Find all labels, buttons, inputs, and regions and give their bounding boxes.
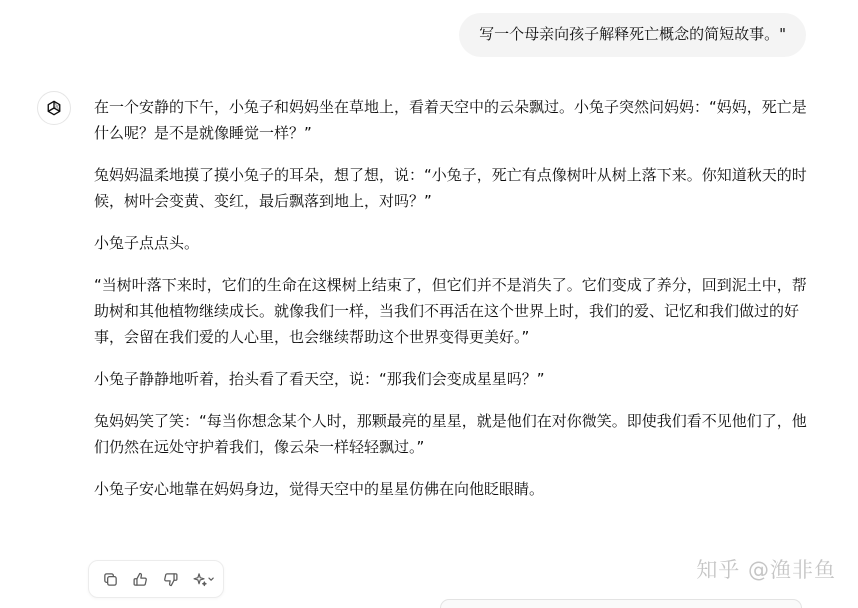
switch-model-button[interactable] bbox=[187, 566, 221, 592]
assistant-paragraph: 小兔子点点头。 bbox=[94, 234, 200, 252]
copy-button[interactable] bbox=[97, 566, 123, 592]
user-message-row bbox=[459, 13, 806, 57]
assistant-paragraph: 在一个安静的下午，小兔子和妈妈坐在草地上，看着天空中的云朵飘过。小兔子突然问妈妈：“妈妈，死亡是什么呢？是不是就像睡觉一样？” bbox=[94, 98, 807, 142]
assistant-paragraph: “当树叶落下来时，它们的生命在这棵树上结束了，但它们并不是消失了。它们变成了养分，回到泥土中，帮助树和其他植物继续成长。就像我们一样，当我们不再活在这个世界上时，我们的爱、记忆和我们做过的好事，会留在我们爱的人心里，也会继续帮助这个世界变得更美好。” bbox=[94, 276, 807, 346]
message-actions-toolbar bbox=[88, 560, 224, 598]
openai-logo-icon bbox=[44, 98, 64, 118]
assistant-paragraph: 小兔子静静地听着，抬头看了看天空，说：“那我们会变成星星吗？” bbox=[94, 370, 545, 388]
good-response-button[interactable] bbox=[127, 566, 153, 592]
copy-icon bbox=[102, 571, 119, 588]
assistant-avatar bbox=[37, 91, 71, 125]
assistant-message bbox=[94, 94, 809, 518]
sparkle-model-icon bbox=[191, 571, 217, 588]
watermark-text: 知乎 @渔非鱼 bbox=[696, 558, 836, 582]
bad-response-button[interactable] bbox=[157, 566, 183, 592]
user-message-bubble: 写一个母亲向孩子解释死亡概念的简短故事。" bbox=[459, 13, 806, 57]
assistant-paragraph: 小兔子安心地靠在妈妈身边，觉得天空中的星星仿佛在向他眨眼睛。 bbox=[94, 480, 545, 498]
thumbs-down-icon bbox=[162, 571, 179, 588]
assistant-paragraph: 兔妈妈温柔地摸了摸小兔子的耳朵，想了想，说：“小兔子，死亡有点像树叶从树上落下来。你知道秋天的时候，树叶会变黄、变红，最后飘落到地上，对吗？” bbox=[94, 166, 807, 210]
assistant-paragraph: 兔妈妈笑了笑：“每当你想念某个人时，那颗最亮的星星，就是他们在对你微笑。即使我们看不见他们了，他们仍然在远处守护着我们，像云朵一样轻轻飘过。” bbox=[94, 412, 807, 456]
thumbs-up-icon bbox=[132, 571, 149, 588]
